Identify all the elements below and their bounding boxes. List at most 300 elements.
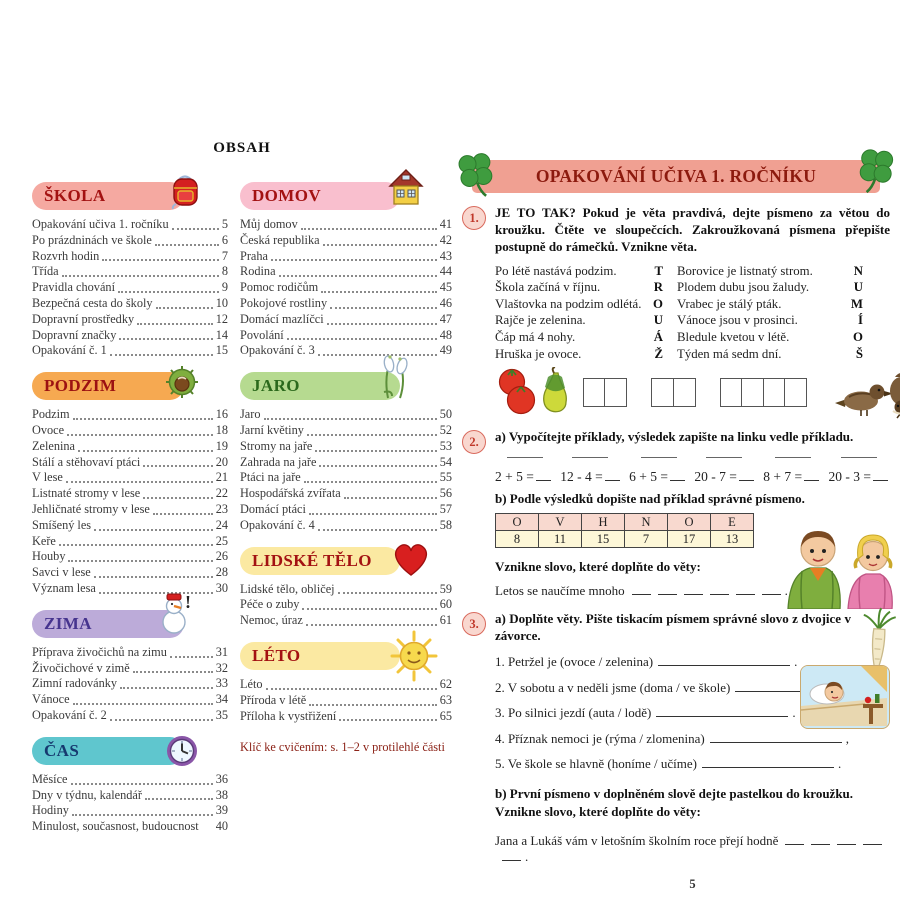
toc-dot-leader xyxy=(156,307,213,309)
answer-box-group xyxy=(583,378,627,407)
statement-row xyxy=(495,296,663,313)
section-header-jaro xyxy=(240,372,400,400)
toc-item-title: Smíšený les xyxy=(32,517,92,532)
toc-page-number: 6 xyxy=(221,232,228,247)
toc-item xyxy=(32,819,228,835)
chapter-banner xyxy=(472,160,880,193)
toc-page-number: 58 xyxy=(439,517,452,532)
fill-in-blank xyxy=(702,756,834,768)
statement-letter: N xyxy=(853,263,863,278)
fill-blanks-ex2 xyxy=(625,583,781,598)
exercise-2a-instruction: a) Vypočítejte příklady, výsledek zapište na linku vedle příkladu. xyxy=(495,429,854,445)
statement-text: Vlaštovka na podzim odlétá. xyxy=(495,296,642,311)
toc-item xyxy=(32,534,228,550)
math-problem-text: 12 - 4 = xyxy=(560,469,603,485)
toc-item-title: Pokojové rostliny xyxy=(240,295,328,310)
fill-sentence-text: 4. Příznak nemoci je (rýma / zlomenina) xyxy=(495,730,705,746)
toc-page-number: 9 xyxy=(221,280,228,295)
statement-row xyxy=(495,329,663,346)
toc-columns xyxy=(32,169,452,835)
toc-page-number: 65 xyxy=(439,708,452,723)
toc-page-number: 28 xyxy=(215,565,228,580)
toc-page-number: 21 xyxy=(215,470,228,485)
math-problem xyxy=(829,454,888,485)
toc-dot-leader xyxy=(309,513,437,515)
exercise-1 xyxy=(462,205,890,417)
toc-item xyxy=(240,328,452,344)
toc-item-title: Houby xyxy=(32,549,66,564)
fill-sentence-text: 2. V sobotu a v neděli jsme (doma / ve škole) xyxy=(495,679,731,695)
math-problem-text: 8 + 7 = xyxy=(763,469,803,485)
toc-dot-leader xyxy=(143,465,212,467)
toc-dot-leader xyxy=(266,688,437,690)
toc-item-title: Příprava živočichů na zimu xyxy=(32,644,167,659)
toc-column-1 xyxy=(32,169,228,835)
section-header-skola xyxy=(32,182,184,210)
page-right-exercises xyxy=(462,152,890,892)
toc-item xyxy=(32,280,228,296)
toc-item-title: Podzim xyxy=(32,407,70,422)
letter-blank xyxy=(785,833,804,845)
toc-page-number: 25 xyxy=(215,533,228,548)
toc-page-number: 48 xyxy=(439,327,452,342)
toc-item xyxy=(32,312,228,328)
toc-page-number: 55 xyxy=(439,470,452,485)
toc-item xyxy=(240,233,452,249)
toc-dot-leader xyxy=(279,275,437,277)
toc-item xyxy=(32,249,228,265)
toc-page-number: 32 xyxy=(215,660,228,675)
statement-row xyxy=(495,263,663,280)
toc-dot-leader xyxy=(102,259,219,261)
toc-dot-leader xyxy=(306,624,437,626)
statement-letter: T xyxy=(654,263,663,278)
toc-item xyxy=(32,581,228,597)
toc-item-title: Po prázdninách ve škole xyxy=(32,232,152,247)
fill-sentence-ex2-text: Letos se naučíme mnoho xyxy=(495,583,625,599)
toc-item-title: Pomoc rodičům xyxy=(240,280,319,295)
answer-box-cell xyxy=(604,378,627,407)
result-blank xyxy=(873,469,888,481)
toc-item xyxy=(32,565,228,581)
table-letter-cell: O xyxy=(496,514,539,531)
toc-item-title: Třída xyxy=(32,264,59,279)
toc-dot-leader xyxy=(321,291,436,293)
toc-item-title: Opakování č. 2 xyxy=(32,707,107,722)
toc-page-number: 30 xyxy=(215,580,228,595)
toc-item-title: Příloha k vystřižení xyxy=(240,708,337,723)
table-number-cell: 11 xyxy=(539,531,582,548)
fill-sentence xyxy=(495,731,890,747)
section-title-podzim: PODZIM xyxy=(44,376,117,396)
toc-dot-leader xyxy=(137,323,213,325)
toc-item-title: Opakování učiva 1. ročníku xyxy=(32,217,169,231)
toc-item-title: Domácí ptáci xyxy=(240,501,306,516)
answer-box-group xyxy=(651,378,695,407)
letter-table-area xyxy=(495,513,890,599)
toc-column-2 xyxy=(240,169,452,835)
statement-text: Po létě nastává podzim. xyxy=(495,263,617,278)
toc-item-title: Hodiny xyxy=(32,803,69,818)
statement-text: Hruška je ovoce. xyxy=(495,346,582,361)
toc-item xyxy=(32,645,228,661)
chapter-title: OPAKOVÁNÍ UČIVA 1. ROČNÍKU xyxy=(535,166,817,186)
letter-blank xyxy=(837,833,856,845)
letter-blank xyxy=(632,583,651,595)
table-row xyxy=(496,514,754,531)
toc-item-title: Zelenina xyxy=(32,438,76,453)
letter-blank xyxy=(762,583,781,595)
math-problem-text: 6 + 5 = xyxy=(629,469,668,485)
toc-page-number: 8 xyxy=(221,264,228,279)
toc-item-title: Živočichové v zimě xyxy=(32,660,130,675)
toc-item-title: Praha xyxy=(240,248,268,263)
fill-in-blank xyxy=(656,705,788,717)
page-number: 5 xyxy=(689,877,696,892)
toc-page-number: 63 xyxy=(439,692,452,707)
fill-sentence-text: 1. Petržel je (ovoce / zelenina) xyxy=(495,654,654,670)
exercise-2-body xyxy=(495,429,890,599)
toc-page-number: 49 xyxy=(439,343,452,358)
table-letter-cell: H xyxy=(582,514,625,531)
exercise-3 xyxy=(462,611,890,892)
toc-item xyxy=(32,264,228,280)
toc-item-title: Lidské tělo, obličej xyxy=(240,581,335,596)
math-problem xyxy=(763,454,819,485)
exercise-3-body xyxy=(495,611,890,892)
toc-dot-leader xyxy=(78,450,213,452)
toc-item xyxy=(32,518,228,534)
result-blank xyxy=(670,469,685,481)
section-header-zima xyxy=(32,591,191,638)
math-problems-row xyxy=(495,454,888,485)
answer-box-group xyxy=(720,378,807,407)
fill-sentence-suffix: , xyxy=(845,730,849,746)
backpack-icon xyxy=(166,170,204,210)
toc-dot-leader xyxy=(67,434,213,436)
statement-text: Plodem dubu jsou žaludy. xyxy=(677,280,810,295)
fill-sentence-text: 3. Po silnici jezdí (auta / lodě) xyxy=(495,705,652,721)
toc-item xyxy=(32,439,228,455)
exercise-1-body xyxy=(495,205,890,417)
toc-item-title: Příroda v létě xyxy=(240,692,307,707)
fill-sentence-ex2-suffix: . xyxy=(784,583,788,599)
statement-text: Vrabec je stálý pták. xyxy=(677,296,782,311)
section-title-cas: ČAS xyxy=(44,740,80,760)
toc-page-number: 7 xyxy=(221,248,228,263)
letter-blank xyxy=(736,583,755,595)
statement-row xyxy=(677,296,863,313)
section-header-domov xyxy=(240,182,400,210)
toc-dot-leader xyxy=(170,656,213,658)
letter-number-table xyxy=(495,513,754,548)
section-title-zima: ZIMA xyxy=(44,613,92,633)
answer-box-cell xyxy=(720,378,743,407)
table-row xyxy=(496,531,754,548)
toc-item xyxy=(240,423,452,439)
toc-page-number: 34 xyxy=(215,692,228,707)
toc-item-title: Léto xyxy=(240,676,263,691)
toc-item xyxy=(240,264,452,280)
statement-column-2 xyxy=(677,263,863,363)
toc-page-number: 23 xyxy=(215,501,228,516)
toc-item xyxy=(32,692,228,708)
statement-row xyxy=(677,312,863,329)
toc-dot-leader xyxy=(304,481,437,483)
table-number-cell: 7 xyxy=(625,531,668,548)
toc-item xyxy=(32,328,228,344)
tomato-pear-illustration xyxy=(495,367,571,417)
toc-dot-leader xyxy=(330,307,437,309)
statement-letter: O xyxy=(853,330,863,345)
section-title-leto: LÉTO xyxy=(252,645,301,665)
toc-item xyxy=(240,709,452,725)
toc-page-number: 45 xyxy=(439,280,452,295)
fill-sentence-suffix: . xyxy=(792,705,796,721)
toc-item-title: Jehličnaté stromy v lese xyxy=(32,501,150,516)
statement-text: Rajče je zelenina. xyxy=(495,313,586,328)
section-header-podzim xyxy=(32,372,184,400)
toc-item xyxy=(32,455,228,471)
page-left-obsah xyxy=(32,140,452,835)
toc-dot-leader xyxy=(287,338,437,340)
toc-dot-leader xyxy=(264,418,437,420)
toc-item-title: Vánoce xyxy=(32,692,70,707)
table-letter-cell: O xyxy=(668,514,711,531)
table-number-cell: 8 xyxy=(496,531,539,548)
toc-dot-leader xyxy=(72,814,213,816)
statement-letter: M xyxy=(850,296,863,311)
table-number-cell: 13 xyxy=(711,531,754,548)
letter-blank xyxy=(658,583,677,595)
toc-dot-leader xyxy=(62,275,219,277)
toc-dot-leader xyxy=(68,560,212,562)
clover-icon xyxy=(453,147,499,200)
statement-row xyxy=(495,312,663,329)
toc-page-number: 59 xyxy=(439,581,452,596)
toc-item xyxy=(240,439,452,455)
toc-dot-leader xyxy=(315,450,436,452)
table-number-cell: 15 xyxy=(582,531,625,548)
toc-page-number: 57 xyxy=(439,501,452,516)
toc-page-number: 40 xyxy=(215,819,228,834)
toc-item-title: Bezpečná cesta do školy xyxy=(32,295,153,310)
toc-item xyxy=(240,693,452,709)
toc-dot-leader xyxy=(73,703,213,705)
toc-page-number: 42 xyxy=(439,232,452,247)
toc-item-title: Opakování č. 1 xyxy=(32,343,107,358)
answer-box-cell xyxy=(673,378,696,407)
toc-item xyxy=(240,486,452,502)
toc-item xyxy=(240,518,452,534)
toc-dot-leader xyxy=(301,228,437,230)
toc-page-number: 31 xyxy=(215,644,228,659)
section-title-jaro: JARO xyxy=(252,376,300,396)
toc-item xyxy=(240,249,452,265)
letter-line xyxy=(706,457,742,458)
fill-sentence-suffix: . xyxy=(837,756,842,772)
toc-item xyxy=(32,549,228,565)
toc-page-number: 39 xyxy=(215,803,228,818)
toc-page-number: 18 xyxy=(215,422,228,437)
statement-letter: Ž xyxy=(654,346,663,361)
math-problem-text: 20 - 7 = xyxy=(694,469,737,485)
toc-item xyxy=(32,343,228,359)
exercise-2b-instruction: b) Podle výsledků dopište nad příklad správné písmeno. xyxy=(495,491,805,507)
toc-item xyxy=(32,296,228,312)
toc-item-title: Stromy na jaře xyxy=(240,438,313,453)
toc-dot-leader xyxy=(118,291,219,293)
math-problem xyxy=(495,454,551,485)
toc-page-number: 15 xyxy=(215,343,228,358)
statement-text: Bledule kvetou v létě. xyxy=(677,330,790,345)
toc-item-title: Jarní květiny xyxy=(240,422,304,437)
toc-item-title: Domácí mazlíčci xyxy=(240,311,324,326)
statement-row xyxy=(677,329,863,346)
toc-dot-leader xyxy=(110,719,213,721)
fill-sentence-text: 5. Ve škole se hlavně (honíme / učíme) xyxy=(495,756,697,772)
toc-item xyxy=(240,343,452,359)
toc-item-title: Dopravní značky xyxy=(32,327,117,342)
toc-dot-leader xyxy=(338,592,437,594)
toc-dot-leader xyxy=(309,704,436,706)
exercise-2 xyxy=(462,429,890,599)
toc-page-number: 41 xyxy=(439,217,452,231)
key-note: Klíč ke cvičením: s. 1–2 v protilehlé části xyxy=(240,740,445,755)
statement-text: Čáp má 4 nohy. xyxy=(495,330,576,345)
toc-page-number: 46 xyxy=(439,295,452,310)
result-blank xyxy=(605,469,620,481)
exercise-3-number: 3. xyxy=(462,612,486,636)
clock-icon xyxy=(164,733,200,769)
letter-line xyxy=(841,457,877,458)
answer-box-cell xyxy=(784,378,807,407)
answer-box-cell xyxy=(651,378,674,407)
toc-item-title: Ovoce xyxy=(32,422,65,437)
exercise-1-number: 1. xyxy=(462,206,486,230)
toc-page-number: 43 xyxy=(439,248,452,263)
toc-page-number: 14 xyxy=(215,327,228,342)
fill-sentence-ex3-text: Jana a Lukáš vám v letošním školním roce přejí hodně xyxy=(495,833,779,849)
statement-letter: R xyxy=(653,280,663,295)
statement-row xyxy=(677,279,863,296)
toc-item-title: Péče o zuby xyxy=(240,597,300,612)
exercise-2-number: 2. xyxy=(462,430,486,454)
toc-page-number: 33 xyxy=(215,676,228,691)
result-blank xyxy=(536,469,551,481)
exercise-1-instruction: JE TO TAK? Pokud je věta pravdivá, dejte písmeno za větou do kroužku. Čtěte ve sloupečcích. Zakroužkovaná písmena přepište postupně do rámečků. Vznikne věta. xyxy=(495,205,890,254)
exercise-3a-instruction: a) Doplňte věty. Pište tiskacím písmem správné slovo z dvojice v závorce. xyxy=(495,611,851,643)
toc-item xyxy=(240,296,452,312)
letter-line xyxy=(507,457,543,458)
fill-sentence xyxy=(495,756,890,772)
section-title-lidske-telo: LIDSKÉ TĚLO xyxy=(252,550,372,570)
letter-blank xyxy=(710,583,729,595)
toc-page-number: 19 xyxy=(215,438,228,453)
toc-item-title: Keře xyxy=(32,533,56,548)
toc-page-number: 60 xyxy=(439,597,452,612)
toc-dot-leader xyxy=(133,671,213,673)
toc-dot-leader xyxy=(307,434,437,436)
toc-dot-leader xyxy=(327,323,437,325)
statement-letter: U xyxy=(653,313,663,328)
toc-item-title: Zahrada na jaře xyxy=(240,454,317,469)
toc-item xyxy=(240,407,452,423)
answer-box-cell xyxy=(763,378,786,407)
statement-row xyxy=(495,279,663,296)
boy-girl-illustration xyxy=(782,509,894,609)
toc-item xyxy=(240,280,452,296)
toc-item-title: Listnaté stromy v lese xyxy=(32,486,141,501)
statement-text: Týden má sedm dní. xyxy=(677,346,782,361)
table-number-cell: 17 xyxy=(668,531,711,548)
toc-dot-leader xyxy=(143,497,212,499)
section-title-skola: ŠKOLA xyxy=(44,186,106,205)
toc-item-title: Dny v týdnu, kalendář xyxy=(32,787,142,802)
toc-item xyxy=(32,676,228,692)
toc-item xyxy=(32,502,228,518)
statement-row xyxy=(677,263,863,280)
letter-line xyxy=(775,457,811,458)
toc-dot-leader xyxy=(319,465,436,467)
toc-dot-leader xyxy=(155,244,219,246)
toc-dot-leader xyxy=(120,687,213,689)
section-title-domov: DOMOV xyxy=(252,186,322,205)
toc-item-title: Rodina xyxy=(240,264,276,279)
toc-dot-leader xyxy=(302,608,436,610)
toc-dot-leader xyxy=(339,719,436,721)
svg-text:!: ! xyxy=(185,591,191,612)
toc-item-title: Měsíce xyxy=(32,771,68,786)
toc-dot-leader xyxy=(344,497,437,499)
clover-icon xyxy=(854,144,899,196)
toc-item-title: Česká republika xyxy=(240,232,320,247)
toc-item-title: Savci v lese xyxy=(32,565,91,580)
letter-line xyxy=(572,457,608,458)
toc-item xyxy=(32,803,228,819)
letter-blank xyxy=(684,583,703,595)
toc-item-title: Zimní radovánky xyxy=(32,676,118,691)
toc-page-number: 62 xyxy=(439,676,452,691)
toc-item-title: Můj domov xyxy=(240,217,298,231)
toc-item-title: Nemoc, úraz xyxy=(240,613,303,628)
toc-item-title: Rozvrh hodin xyxy=(32,248,100,263)
toc-page-number: 22 xyxy=(215,486,228,501)
toc-item xyxy=(32,233,228,249)
toc-page-number: 20 xyxy=(215,454,228,469)
toc-item-title: Dopravní prostředky xyxy=(32,311,135,326)
statement-letter: Š xyxy=(855,346,863,361)
sun-icon xyxy=(384,628,444,684)
toc-page-number: 26 xyxy=(215,549,228,564)
toc-item-title: Opakování č. 4 xyxy=(240,517,315,532)
section-header-lidske-telo xyxy=(240,547,400,575)
fill-in-blank xyxy=(658,654,790,666)
heart-icon xyxy=(390,541,432,579)
toc-item xyxy=(240,217,452,233)
toc-page-number: 61 xyxy=(439,613,452,628)
toc-item xyxy=(240,455,452,471)
toc-page-number: 12 xyxy=(215,311,228,326)
toc-item xyxy=(240,582,452,598)
toc-page-number: 36 xyxy=(215,771,228,786)
toc-item xyxy=(32,486,228,502)
toc-page-number: 5 xyxy=(221,217,228,231)
answer-box-cell xyxy=(741,378,764,407)
toc-item-title: Hospodářská zvířata xyxy=(240,486,341,501)
toc-dot-leader xyxy=(59,544,213,546)
table-letter-cell: V xyxy=(539,514,582,531)
